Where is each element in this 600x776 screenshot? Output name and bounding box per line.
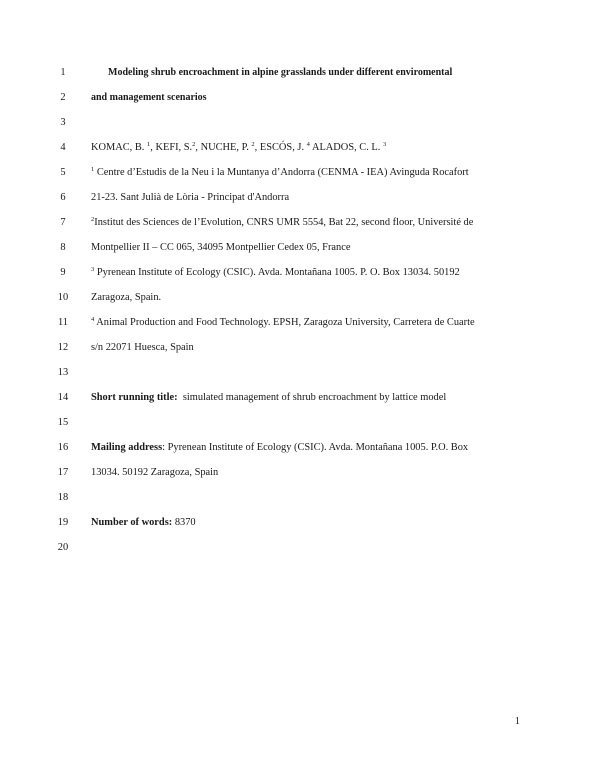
line-11 (0, 313, 600, 333)
line-14 (0, 388, 600, 408)
author-name: ESCÓS, J. (259, 142, 305, 153)
line-12 (0, 338, 600, 358)
affiliation-marker: 4 (91, 316, 95, 323)
affiliation-3 (91, 263, 460, 283)
author-affiliation: 3 (382, 141, 387, 148)
affiliation-text: Zaragoza, Spain. (91, 292, 162, 303)
author-name: KEFI, S. (155, 142, 193, 153)
affiliation-marker: 2 (91, 216, 95, 223)
line-number: 17 (57, 467, 69, 478)
paper-title-line-1: Modeling shrub encroachment in alpine grasslands under different enviromental (108, 67, 453, 78)
line-8 (0, 238, 600, 258)
mailing-address-label: Mailing address (91, 442, 163, 453)
affiliation-marker: 1 (91, 166, 95, 173)
author-name: NUCHE, P. (200, 142, 249, 153)
line-number: 12 (57, 342, 69, 353)
line-number: 19 (57, 517, 69, 528)
affiliation-text: Animal Production and Food Technology. EPSH, Zaragoza University, Carretera de Cuarte (96, 317, 475, 328)
affiliation-marker: 3 (91, 266, 95, 273)
line-10 (0, 288, 600, 308)
affiliation-text: Institut des Sciences de l’Evolution, CNRS UMR 5554, Bat 22, second floor, Université de (94, 217, 474, 228)
author-affiliation: 2 (251, 141, 255, 148)
author-name: KOMAC, B. (91, 142, 145, 153)
line-number: 8 (60, 242, 66, 253)
line-number: 15 (57, 417, 69, 428)
line-16 (0, 438, 600, 458)
running-title (91, 388, 446, 408)
line-15 (0, 413, 600, 433)
line-number: 16 (57, 442, 69, 453)
affiliation-text: s/n 22071 Huesca, Spain (91, 342, 194, 353)
line-number: 14 (57, 392, 69, 403)
affiliation-text: Montpellier II – CC 065, 34095 Montpellier Cedex 05, France (91, 242, 351, 253)
affiliation-1 (91, 163, 469, 183)
word-count (91, 513, 196, 533)
running-title-value: simulated management of shrub encroachment by lattice model (182, 392, 447, 403)
line-7 (0, 213, 600, 233)
mailing-address-value: 13034. 50192 Zaragoza, Spain (91, 467, 219, 478)
line-number: 9 (60, 267, 66, 278)
line-number: 11 (57, 317, 68, 328)
line-number: 3 (60, 117, 66, 128)
line-number: 10 (57, 292, 69, 303)
page-number: 1 (514, 716, 520, 727)
line-19 (0, 513, 600, 533)
line-number: 18 (57, 492, 69, 503)
line-number: 20 (57, 542, 69, 553)
line-13 (0, 363, 600, 383)
line-number: 4 (60, 142, 66, 153)
word-count-value: 8370 (174, 517, 196, 528)
line-number: 7 (60, 217, 66, 228)
line-3 (0, 113, 600, 133)
line-number: 1 (60, 67, 66, 78)
line-number: 5 (60, 167, 66, 178)
author-affiliation: 1 (147, 141, 151, 148)
author-affiliation: 2 (192, 141, 196, 148)
line-1 (0, 63, 600, 83)
affiliation-text: Pyrenean Institute of Ecology (CSIC). Avda. Montañana 1005. P. O. Box 13034. 50192 (96, 267, 460, 278)
affiliation-text: 21-23. Sant Julià de Lòria - Principat d'Andorra (91, 192, 290, 203)
line-18 (0, 488, 600, 508)
author-name: ALADOS, C. L. (311, 142, 381, 153)
line-number: 6 (60, 192, 66, 203)
mailing-address (91, 438, 468, 458)
line-number: 13 (57, 367, 69, 378)
line-6 (0, 188, 600, 208)
word-count-label: Number of words: (91, 517, 173, 528)
affiliation-4 (91, 313, 475, 333)
running-title-label: Short running title: (91, 392, 178, 403)
line-9 (0, 263, 600, 283)
line-number: 2 (60, 92, 66, 103)
line-5 (0, 163, 600, 183)
line-17 (0, 463, 600, 483)
author-list: KOMAC, B. $^1$, KEFI, S.$^2$, NUCHE, P. $^2$, ESCÓS, J. $^4$ ALADOS, C. L. $^3$ (91, 141, 387, 153)
mailing-address-value: : Pyrenean Institute of Ecology (CSIC). Avda. Montañana 1005. P.O. Box (162, 442, 469, 453)
paper-title-line-2: and management scenarios (91, 92, 207, 103)
line-2 (0, 88, 600, 108)
line-20 (0, 538, 600, 558)
affiliation-text: Centre d’Estudis de la Neu i la Muntanya d’Andorra (CENMA - IEA) Avinguda Rocafort (96, 167, 469, 178)
line-4 (0, 138, 600, 158)
author-affiliation: 4 (306, 141, 310, 148)
affiliation-2 (91, 213, 473, 233)
